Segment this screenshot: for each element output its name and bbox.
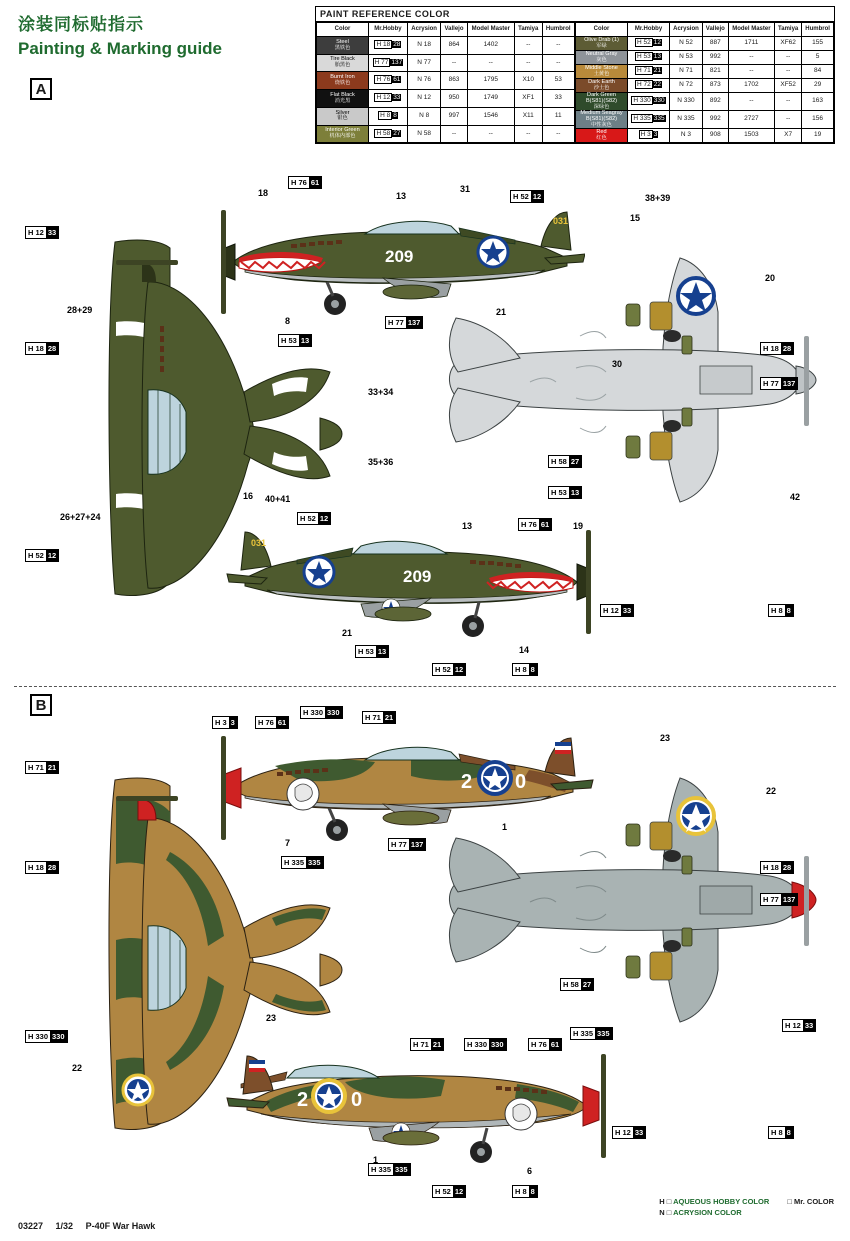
paint-cell: N 335 bbox=[670, 111, 703, 129]
part-number-label: 21 bbox=[496, 307, 507, 317]
paint-hobby-code: H 330 330 bbox=[628, 93, 670, 111]
paint-cell: 992 bbox=[702, 51, 728, 65]
paint-col-header: Mr.Hobby bbox=[628, 23, 670, 37]
paint-cell: 29 bbox=[802, 79, 834, 93]
paint-cell: 53 bbox=[542, 72, 574, 90]
callout-hobby-code: H 77 bbox=[763, 379, 779, 388]
callout-hobby-code: H 18 bbox=[763, 863, 779, 872]
paint-callout-chip bbox=[570, 1027, 613, 1040]
paint-callout-chip bbox=[300, 706, 343, 719]
paint-row bbox=[576, 111, 834, 129]
paint-cell: 33 bbox=[542, 90, 574, 108]
aircraft-a-side-profile-bottom bbox=[225, 520, 605, 650]
paint-row bbox=[317, 125, 575, 143]
paint-row bbox=[317, 107, 575, 125]
paint-hobby-code: H 12 33 bbox=[369, 90, 408, 108]
paint-cell: 156 bbox=[802, 111, 834, 129]
paint-callout-chip bbox=[25, 226, 59, 239]
paint-row bbox=[576, 79, 834, 93]
paint-callout-chip bbox=[560, 978, 594, 991]
paint-row bbox=[576, 37, 834, 51]
paint-row bbox=[576, 65, 834, 79]
paint-col-header: Color bbox=[317, 23, 369, 37]
paint-cell: N 18 bbox=[407, 37, 441, 55]
legend-h-text: AQUEOUS HOBBY COLOR bbox=[673, 1197, 770, 1206]
paint-callout-chip bbox=[362, 711, 396, 724]
paint-callout-chip bbox=[212, 716, 238, 729]
paint-color-swatch: Medium Seagray B(S81)(S82) 中性灰色 bbox=[576, 111, 628, 129]
paint-row bbox=[317, 90, 575, 108]
paint-cell: -- bbox=[514, 54, 542, 72]
paint-cell: 864 bbox=[441, 37, 467, 55]
callout-hobby-code: H 52 bbox=[513, 192, 529, 201]
paint-cell: 908 bbox=[702, 129, 728, 143]
paint-callout-chip bbox=[760, 893, 798, 906]
part-number-label: 21 bbox=[342, 628, 353, 638]
paint-cell: 1402 bbox=[467, 37, 514, 55]
paint-cell: 863 bbox=[441, 72, 467, 90]
paint-color-swatch: Tire Black 胎黑色 bbox=[317, 54, 369, 72]
part-number-label: 19 bbox=[573, 521, 584, 531]
paint-callout-chip bbox=[548, 486, 582, 499]
paint-col-header: Humbrol bbox=[542, 23, 574, 37]
part-number-label: 6 bbox=[527, 1166, 533, 1176]
paint-callout-chip bbox=[432, 663, 466, 676]
paint-row bbox=[576, 93, 834, 111]
paint-cell: -- bbox=[775, 65, 802, 79]
paint-table-right bbox=[575, 22, 834, 143]
paint-callout-chip bbox=[760, 861, 794, 874]
paint-col-header: Model Master bbox=[467, 23, 514, 37]
paint-color-swatch: Dark Green B(S81)(S82) 深绿色 bbox=[576, 93, 628, 111]
callout-number: 12 bbox=[319, 514, 329, 523]
section-a-letter: A bbox=[30, 78, 52, 100]
paint-col-header: Vallejo bbox=[441, 23, 467, 37]
paint-cell: N 53 bbox=[670, 51, 703, 65]
part-number-label: 23 bbox=[266, 1013, 277, 1023]
callout-hobby-code: H 12 bbox=[785, 1021, 801, 1030]
callout-number: 27 bbox=[582, 980, 592, 989]
callout-hobby-code: H 335 bbox=[371, 1165, 392, 1174]
callout-number: 28 bbox=[47, 863, 57, 872]
callout-number: 12 bbox=[532, 192, 542, 201]
paint-cell: 992 bbox=[702, 111, 728, 129]
paint-cell: 950 bbox=[441, 90, 467, 108]
paint-hobby-code: H 53 13 bbox=[628, 51, 670, 65]
paint-color-swatch: Dark Earth 沙土色 bbox=[576, 79, 628, 93]
paint-cell: 1711 bbox=[728, 37, 774, 51]
part-number-label: 26+27+24 bbox=[60, 512, 101, 522]
part-number-label: 20 bbox=[765, 273, 776, 283]
paint-callout-chip bbox=[432, 1185, 466, 1198]
callout-number: 13 bbox=[570, 488, 580, 497]
paint-col-header: Tamiya bbox=[775, 23, 802, 37]
paint-cell: 11 bbox=[542, 107, 574, 125]
paint-callout-chip bbox=[782, 1019, 816, 1032]
paint-callout-chip bbox=[512, 663, 538, 676]
paint-callout-chip bbox=[510, 190, 544, 203]
callout-number: 12 bbox=[47, 551, 57, 560]
svg-text:209: 209 bbox=[385, 247, 414, 266]
paint-callout-chip bbox=[760, 342, 794, 355]
part-number-label: 35+36 bbox=[368, 457, 394, 467]
callout-hobby-code: H 76 bbox=[258, 718, 274, 727]
part-number-label: 18 bbox=[258, 188, 269, 198]
paint-col-header: Mr.Hobby bbox=[369, 23, 408, 37]
paint-color-swatch: Silver 银色 bbox=[317, 107, 369, 125]
callout-number: 13 bbox=[377, 647, 387, 656]
paint-cell: 892 bbox=[702, 93, 728, 111]
paint-cell: 887 bbox=[702, 37, 728, 51]
aircraft-b-side-profile-bottom bbox=[225, 1044, 615, 1174]
paint-cell: XF1 bbox=[514, 90, 542, 108]
callout-number: 33 bbox=[622, 606, 632, 615]
paint-cell: 84 bbox=[802, 65, 834, 79]
paint-color-swatch: Flat Black 消光黑 bbox=[317, 90, 369, 108]
paint-callout-chip bbox=[768, 1126, 794, 1139]
paint-cell: N 76 bbox=[407, 72, 441, 90]
callout-number: 33 bbox=[634, 1128, 644, 1137]
paint-col-header: Tamiya bbox=[514, 23, 542, 37]
callout-number: 137 bbox=[410, 840, 424, 849]
callout-number: 330 bbox=[491, 1040, 504, 1049]
callout-hobby-code: H 8 bbox=[771, 1128, 783, 1137]
paint-hobby-code: H 3 3 bbox=[628, 129, 670, 143]
paint-col-header: Model Master bbox=[728, 23, 774, 37]
legend-h-code: H □ bbox=[659, 1197, 672, 1206]
paint-cell: N 77 bbox=[407, 54, 441, 72]
callout-hobby-code: H 71 bbox=[365, 713, 381, 722]
callout-number: 8 bbox=[530, 665, 535, 674]
part-number-label: 38+39 bbox=[645, 193, 671, 203]
callout-number: 33 bbox=[804, 1021, 814, 1030]
paint-cell: X11 bbox=[514, 107, 542, 125]
paint-col-header: Acrysion bbox=[670, 23, 703, 37]
section-b-letter: B bbox=[30, 694, 52, 716]
paint-cell: -- bbox=[467, 54, 514, 72]
paint-cell: 1503 bbox=[728, 129, 774, 143]
paint-col-header: Color bbox=[576, 23, 628, 37]
title-english: Painting & Marking guide bbox=[18, 39, 223, 58]
callout-hobby-code: H 18 bbox=[763, 344, 779, 353]
callout-hobby-code: H 77 bbox=[391, 840, 407, 849]
callout-number: 61 bbox=[550, 1040, 560, 1049]
color-legend bbox=[659, 1197, 834, 1219]
paint-color-swatch: Red 红色 bbox=[576, 129, 628, 143]
paint-hobby-code: H 72 22 bbox=[628, 79, 670, 93]
callout-number: 33 bbox=[47, 228, 57, 237]
paint-callout-chip bbox=[25, 549, 59, 562]
paint-cell: N 58 bbox=[407, 125, 441, 143]
paint-cell: N 330 bbox=[670, 93, 703, 111]
paint-reference-table bbox=[315, 6, 835, 144]
paint-cell: -- bbox=[514, 37, 542, 55]
paint-cell: 19 bbox=[802, 129, 834, 143]
paint-cell: 2727 bbox=[728, 111, 774, 129]
paint-cell: -- bbox=[542, 54, 574, 72]
callout-number: 137 bbox=[782, 895, 796, 904]
paint-cell: X7 bbox=[775, 129, 802, 143]
callout-number: 330 bbox=[327, 708, 340, 717]
paint-callout-chip bbox=[278, 334, 312, 347]
paint-callout-chip bbox=[518, 518, 552, 531]
paint-cell: XF52 bbox=[775, 79, 802, 93]
paint-callout-chip bbox=[255, 716, 289, 729]
svg-text:031: 031 bbox=[553, 216, 569, 226]
paint-col-header: Acrysion bbox=[407, 23, 441, 37]
paint-cell: 5 bbox=[802, 51, 834, 65]
paint-hobby-code: H 71 21 bbox=[628, 65, 670, 79]
callout-number: 335 bbox=[308, 858, 321, 867]
part-number-label: 16 bbox=[243, 491, 254, 501]
callout-number: 8 bbox=[530, 1187, 535, 1196]
paint-callout-chip bbox=[25, 342, 59, 355]
legend-mr-code: □ bbox=[787, 1197, 792, 1206]
paint-callout-chip bbox=[385, 316, 423, 329]
callout-hobby-code: H 12 bbox=[615, 1128, 631, 1137]
callout-number: 13 bbox=[300, 336, 310, 345]
paint-cell: 1546 bbox=[467, 107, 514, 125]
callout-hobby-code: H 330 bbox=[303, 708, 324, 717]
part-number-label: 7 bbox=[285, 838, 291, 848]
paint-row bbox=[576, 129, 834, 143]
part-number-label: 23 bbox=[660, 733, 671, 743]
paint-cell: -- bbox=[728, 65, 774, 79]
paint-cell: -- bbox=[775, 51, 802, 65]
paint-color-swatch: Olive Drab (1) 军绿 bbox=[576, 37, 628, 51]
callout-hobby-code: H 335 bbox=[573, 1029, 594, 1038]
paint-cell: -- bbox=[542, 37, 574, 55]
callout-number: 137 bbox=[782, 379, 796, 388]
callout-hobby-code: H 52 bbox=[28, 551, 44, 560]
part-number-label: 22 bbox=[72, 1063, 83, 1073]
paint-cell: 821 bbox=[702, 65, 728, 79]
paint-callout-chip bbox=[464, 1038, 507, 1051]
paint-col-header: Vallejo bbox=[702, 23, 728, 37]
callout-hobby-code: H 335 bbox=[284, 858, 305, 867]
callout-number: 28 bbox=[782, 863, 792, 872]
page-title bbox=[18, 10, 288, 59]
paint-cell: -- bbox=[542, 125, 574, 143]
part-number-label: 31 bbox=[460, 184, 471, 194]
legend-n-code: N □ bbox=[659, 1208, 672, 1217]
callout-number: 335 bbox=[395, 1165, 408, 1174]
aircraft-a-bottom-view bbox=[400, 240, 820, 520]
callout-hobby-code: H 8 bbox=[515, 1187, 527, 1196]
kit-number: 03227 bbox=[18, 1221, 44, 1231]
callout-hobby-code: H 77 bbox=[388, 318, 404, 327]
paint-callout-chip bbox=[288, 176, 322, 189]
callout-hobby-code: H 8 bbox=[515, 665, 527, 674]
aircraft-b-bottom-view bbox=[400, 760, 820, 1040]
callout-hobby-code: H 71 bbox=[28, 763, 44, 772]
part-number-label: 8 bbox=[285, 316, 291, 326]
paint-callout-chip bbox=[768, 604, 794, 617]
paint-cell: 1702 bbox=[728, 79, 774, 93]
callout-number: 21 bbox=[47, 763, 57, 772]
callout-number: 8 bbox=[786, 1128, 791, 1137]
callout-number: 8 bbox=[786, 606, 791, 615]
callout-hobby-code: H 18 bbox=[28, 863, 44, 872]
paint-cell: N 12 bbox=[407, 90, 441, 108]
part-number-label: 1 bbox=[502, 822, 508, 832]
svg-text:2: 2 bbox=[461, 771, 473, 793]
callout-number: 27 bbox=[570, 457, 580, 466]
part-number-label: 14 bbox=[519, 645, 530, 655]
paint-hobby-code: H 76 61 bbox=[369, 72, 408, 90]
callout-number: 21 bbox=[432, 1040, 442, 1049]
paint-color-swatch: Middle Stone 土黄色 bbox=[576, 65, 628, 79]
svg-text:031: 031 bbox=[251, 538, 267, 548]
paint-callout-chip bbox=[25, 761, 59, 774]
callout-hobby-code: H 52 bbox=[435, 665, 451, 674]
callout-number: 61 bbox=[310, 178, 320, 187]
paint-cell: 155 bbox=[802, 37, 834, 51]
paint-callout-chip bbox=[760, 377, 798, 390]
paint-cell: X10 bbox=[514, 72, 542, 90]
part-number-label: 42 bbox=[790, 492, 801, 502]
paint-cell: N 52 bbox=[670, 37, 703, 51]
svg-text:2: 2 bbox=[297, 1089, 309, 1111]
paint-cell: -- bbox=[728, 51, 774, 65]
paint-row bbox=[317, 54, 575, 72]
callout-hobby-code: H 53 bbox=[358, 647, 374, 656]
paint-hobby-code: H 58 27 bbox=[369, 125, 408, 143]
kit-name: P-40F War Hawk bbox=[85, 1221, 156, 1231]
paint-cell: 997 bbox=[441, 107, 467, 125]
part-number-label: 40+41 bbox=[265, 494, 291, 504]
paint-callout-chip bbox=[388, 838, 426, 851]
paint-cell: 163 bbox=[802, 93, 834, 111]
paint-color-swatch: Neutral Gray 灰色 bbox=[576, 51, 628, 65]
svg-text:209: 209 bbox=[403, 567, 432, 586]
section-divider bbox=[14, 686, 836, 687]
paint-callout-chip bbox=[355, 645, 389, 658]
paint-callout-chip bbox=[410, 1038, 444, 1051]
callout-hobby-code: H 12 bbox=[603, 606, 619, 615]
callout-hobby-code: H 58 bbox=[551, 457, 567, 466]
paint-color-swatch: Burnt Iron 烧铁色 bbox=[317, 72, 369, 90]
callout-number: 12 bbox=[454, 1187, 464, 1196]
paint-cell: -- bbox=[514, 125, 542, 143]
paint-table-left bbox=[316, 22, 575, 143]
callout-hobby-code: H 58 bbox=[563, 980, 579, 989]
paint-hobby-code: H 8 8 bbox=[369, 107, 408, 125]
callout-number: 61 bbox=[540, 520, 550, 529]
callout-number: 3 bbox=[230, 718, 235, 727]
callout-hobby-code: H 52 bbox=[435, 1187, 451, 1196]
callout-hobby-code: H 3 bbox=[215, 718, 227, 727]
callout-number: 137 bbox=[407, 318, 421, 327]
callout-hobby-code: H 76 bbox=[521, 520, 537, 529]
callout-number: 28 bbox=[47, 344, 57, 353]
paint-cell: N 72 bbox=[670, 79, 703, 93]
paint-callout-chip bbox=[25, 861, 59, 874]
part-number-label: 28+29 bbox=[67, 305, 93, 315]
paint-cell: N 3 bbox=[670, 129, 703, 143]
callout-number: 21 bbox=[384, 713, 394, 722]
paint-callout-chip bbox=[281, 856, 324, 869]
paint-hobby-code: H 77 137 bbox=[369, 54, 408, 72]
callout-hobby-code: H 76 bbox=[531, 1040, 547, 1049]
part-number-label: 33+34 bbox=[368, 387, 394, 397]
callout-number: 61 bbox=[277, 718, 287, 727]
paint-callout-chip bbox=[297, 512, 331, 525]
callout-hobby-code: H 18 bbox=[28, 344, 44, 353]
callout-hobby-code: H 8 bbox=[771, 606, 783, 615]
callout-hobby-code: H 53 bbox=[281, 336, 297, 345]
paint-cell: -- bbox=[728, 93, 774, 111]
kit-scale: 1/32 bbox=[55, 1221, 74, 1231]
part-number-label: 15 bbox=[630, 213, 641, 223]
paint-cell: 1795 bbox=[467, 72, 514, 90]
paint-callout-chip bbox=[512, 1185, 538, 1198]
paint-table-title: PAINT REFERENCE COLOR bbox=[316, 7, 834, 22]
callout-number: 28 bbox=[782, 344, 792, 353]
paint-row bbox=[317, 37, 575, 55]
callout-hobby-code: H 77 bbox=[763, 895, 779, 904]
callout-number: 330 bbox=[52, 1032, 65, 1041]
paint-color-swatch: Steel 黑铁色 bbox=[317, 37, 369, 55]
part-number-label: 30 bbox=[612, 359, 623, 369]
callout-hobby-code: H 12 bbox=[28, 228, 44, 237]
paint-cell: 1749 bbox=[467, 90, 514, 108]
callout-hobby-code: H 330 bbox=[28, 1032, 49, 1041]
callout-number: 335 bbox=[597, 1029, 610, 1038]
callout-number: 12 bbox=[454, 665, 464, 674]
paint-cell: -- bbox=[441, 54, 467, 72]
title-chinese: 涂装同标贴指示 bbox=[18, 15, 144, 34]
paint-callout-chip bbox=[612, 1126, 646, 1139]
paint-cell: -- bbox=[467, 125, 514, 143]
svg-text:0: 0 bbox=[515, 771, 527, 793]
legend-n-text: ACRYSION COLOR bbox=[673, 1208, 742, 1217]
callout-hobby-code: H 53 bbox=[551, 488, 567, 497]
svg-text:0: 0 bbox=[351, 1089, 363, 1111]
paint-cell: N 8 bbox=[407, 107, 441, 125]
part-number-label: 13 bbox=[396, 191, 407, 201]
paint-hobby-code: H 18 28 bbox=[369, 37, 408, 55]
paint-callout-chip bbox=[600, 604, 634, 617]
paint-hobby-code: H 335 335 bbox=[628, 111, 670, 129]
paint-cell: -- bbox=[775, 93, 802, 111]
paint-cell: XF62 bbox=[775, 37, 802, 51]
paint-row bbox=[317, 72, 575, 90]
paint-cell: N 71 bbox=[670, 65, 703, 79]
part-number-label: 13 bbox=[462, 521, 473, 531]
paint-row bbox=[576, 51, 834, 65]
callout-hobby-code: H 71 bbox=[413, 1040, 429, 1049]
part-number-label: 22 bbox=[766, 786, 777, 796]
part-number-label: 1 bbox=[373, 1155, 379, 1165]
callout-hobby-code: H 76 bbox=[291, 178, 307, 187]
paint-col-header: Humbrol bbox=[802, 23, 834, 37]
paint-cell: -- bbox=[775, 111, 802, 129]
paint-color-swatch: Interior Green 机体内部色 bbox=[317, 125, 369, 143]
legend-mr-text: Mr. COLOR bbox=[793, 1197, 834, 1206]
paint-cell: 873 bbox=[702, 79, 728, 93]
callout-hobby-code: H 330 bbox=[467, 1040, 488, 1049]
callout-hobby-code: H 52 bbox=[300, 514, 316, 523]
paint-hobby-code: H 52 12 bbox=[628, 37, 670, 51]
footer bbox=[18, 1221, 155, 1231]
paint-callout-chip bbox=[528, 1038, 562, 1051]
paint-callout-chip bbox=[548, 455, 582, 468]
paint-callout-chip bbox=[25, 1030, 68, 1043]
paint-cell: -- bbox=[441, 125, 467, 143]
